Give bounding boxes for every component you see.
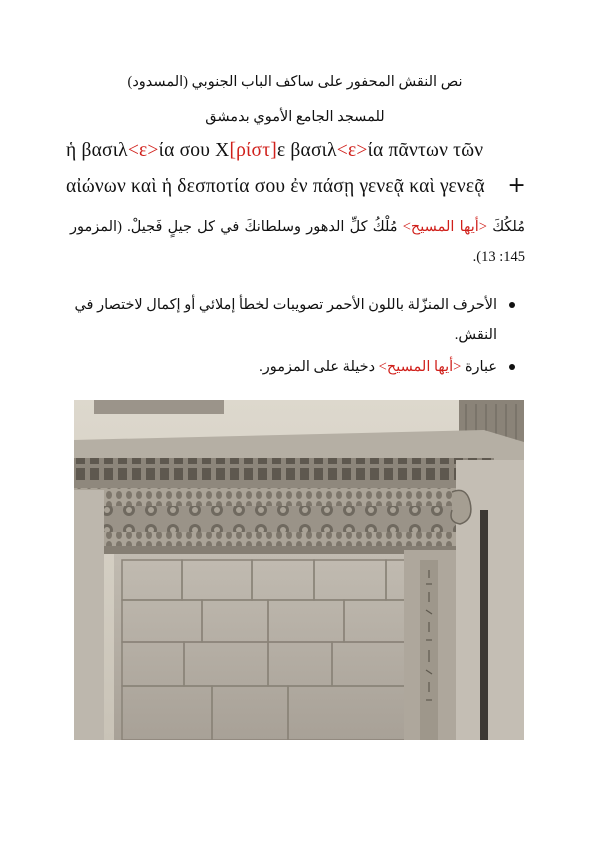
interpolated-phrase: <أيها المسيح> [378, 359, 462, 375]
greek-text: ία σου Χ [158, 140, 230, 161]
note-item [68, 290, 523, 350]
lintel-photo-illustration [74, 400, 524, 740]
greek-inscription-line-2 [66, 175, 528, 199]
correction-letter: <ε> [127, 140, 159, 161]
bullet-icon [509, 364, 515, 370]
greek-text: ία πᾶντων τῶν [367, 140, 484, 161]
note-text: دخيلة على المزمور. [259, 359, 379, 375]
greek-text: ε βασιλ [276, 140, 337, 161]
psalm-translation [70, 212, 525, 272]
interpolated-phrase: <أيها المسيح> [402, 219, 487, 235]
document-title: نص النقش المحفور على ساكف الباب الجنوبي (المسدود) [127, 74, 463, 90]
correction-letter: <ε> [336, 140, 368, 161]
greek-text: ἡ βασιλ [66, 140, 128, 161]
note-text: الأحرف المنزّلة باللون الأحمر تصويبات لخطأ إملائي أو إكمال لاختصار في النقش. [74, 297, 497, 343]
note-item [68, 352, 523, 382]
document-subtitle: للمسجد الجامع الأموي بدمشق [205, 109, 385, 125]
notes-list [68, 290, 523, 382]
psalm-text: مُلْكُ كلِّ الدهور وسلطانكَ في كل جيلٍ فَجيلْ. (المزمور 145: 13). [70, 219, 525, 265]
greek-inscription-line-1 [66, 139, 528, 163]
greek-text: αἰώνων καὶ ἡ δεσποτία σου ἐν πάσῃ γενεᾷ καὶ γενεᾷ [66, 176, 485, 197]
cross-icon: + [507, 173, 526, 198]
lintel-photo [74, 400, 524, 740]
psalm-text: مُلكُكَ [486, 219, 525, 235]
bullet-icon [509, 302, 515, 308]
note-text: عبارة [461, 359, 497, 375]
abbreviation-expansion: [ρίστ] [229, 140, 277, 161]
